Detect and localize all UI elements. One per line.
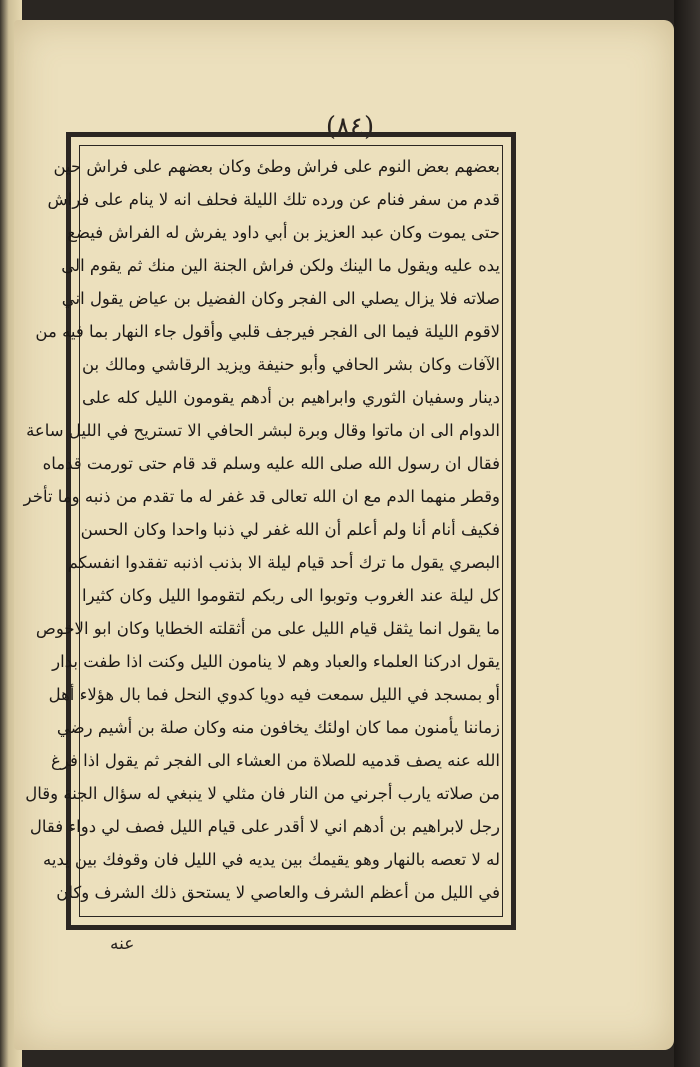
text-line: أو بمسجد في الليل سمعت فيه دويا كدوي النحل فما بال هؤلاء أهل (48, 685, 500, 704)
text-line: كل ليلة عند الغروب وتوبوا الى ربكم لتقوموا الليل وكان كثيرا (82, 586, 500, 605)
text-line: فكيف أنام أنا ولم أعلم أن الله غفر لي ذنبا واحدا وكان الحسن (80, 520, 500, 539)
text-block (23, 150, 500, 916)
text-line: زماننا يأمنون مما كان اولئك يخافون منه وكان صلة بن أشيم رضي (56, 718, 500, 737)
text-line: الدوام الى ان ماتوا وقال وبرة لبشر الحافي الا تستريح في الليل ساعة (26, 421, 500, 440)
text-line: البصري يقول ما ترك أحد قيام ليلة الا بذنب اذنبه تفقدوا انفسكم (67, 553, 500, 572)
text-line: له لا تعصه بالنهار وهو يقيمك بين يديه في الليل فان وقوفك بين يديه (43, 850, 500, 869)
text-line: يده عليه ويقول ما الينك ولكن فراش الجنة الين منك ثم يقوم الى (61, 256, 500, 275)
catchword: عنه (110, 934, 135, 954)
text-line: دينار وسفيان الثوري وابراهيم بن أدهم يقومون الليل كله على (82, 388, 500, 407)
text-line: رجل لابراهيم بن أدهم اني لا أقدر على قيام الليل فصف لي دواء فقال (29, 817, 500, 836)
text-line: في الليل من أعظم الشرف والعاصي لا يستحق ذلك الشرف وكان (56, 883, 500, 902)
text-line: الآفات وكان بشر الحافي وأبو حنيفة ويزيد الرقاشي ومالك بن (82, 355, 500, 374)
text-line: قدم من سفر فنام عن ورده تلك الليلة فحلف انه لا ينام على فراش (47, 190, 500, 209)
background-edge (674, 0, 700, 1067)
text-line: لاقوم الليلة فيما الى الفجر فيرجف قلبي وأقول جاء النهار بما فيه من (35, 322, 500, 341)
text-line: وقطر منهما الدم مع ان الله تعالى قد غفر له ما تقدم من ذنبه وما تأخر (23, 487, 500, 506)
page-number: (٨٤) (325, 112, 375, 142)
text-line: من صلاته يارب أجرني من النار فان مثلي لا ينبغي له سؤال الجنة وقال (25, 784, 500, 803)
text-line: بعضهم بعض النوم على فراش وطئ وكان بعضهم على فراش حين (53, 157, 500, 176)
text-line: صلاته فلا يزال يصلي الى الفجر وكان الفضيل بن عياض يقول اني (61, 289, 500, 308)
text-line: الله عنه يصف قدميه للصلاة من العشاء الى الفجر ثم يقول اذا فرغ (51, 751, 500, 770)
text-line: حتى يموت وكان عبد العزيز بن أبي داود يفرش له الفراش فيضع (67, 223, 500, 242)
text-line: ما يقول انما يثقل قيام الليل على من أثقلته الخطايا وكان ابو الاخوص (35, 619, 500, 638)
text-line: فقال ان رسول الله صلى الله عليه وسلم قد قام حتى تورمت قدماه (42, 454, 500, 473)
text-line: يقول ادركنا العلماء والعباد وهم لا ينامون الليل وكنت اذا طفت بدار (52, 652, 500, 671)
